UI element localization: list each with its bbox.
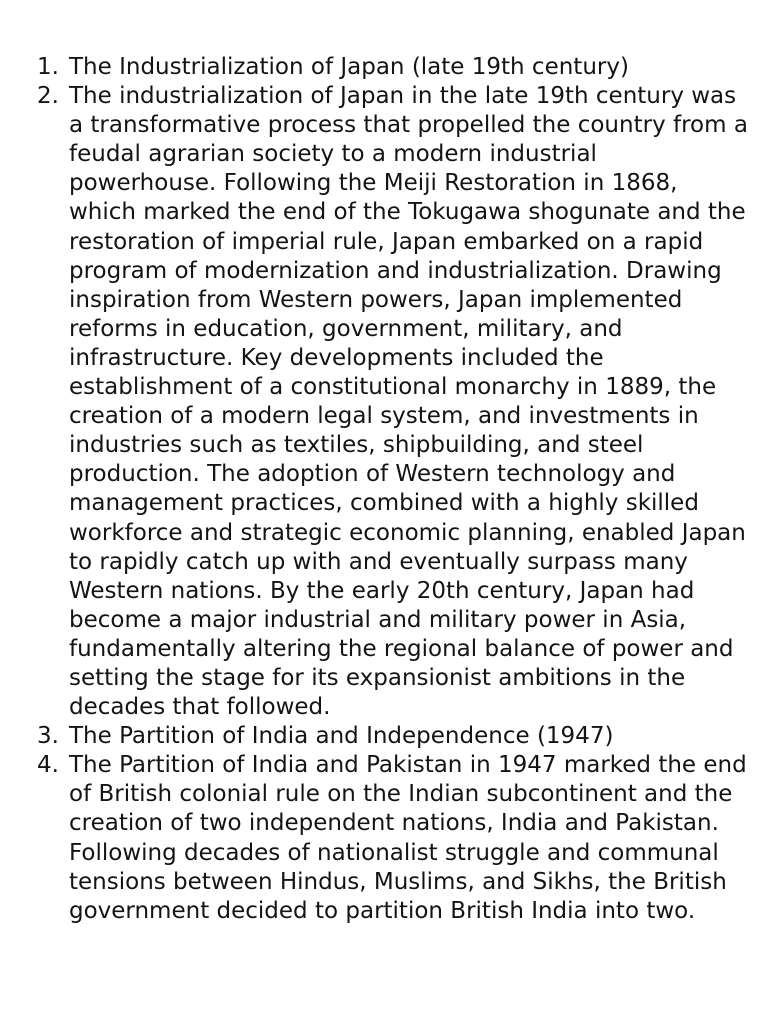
item-paragraph: The Partition of India and Pakistan in 1947 marked the end of British colonial rule on the Indian subcontinent and the creation of two independent nations, India and Pakistan. Following decades of nationalist struggle and communal tensions between Hindus, Muslims, and Sikhs, the British government decided to partition British India into two. bbox=[69, 752, 747, 924]
item-paragraph: The industrialization of Japan in the late 19th century was a transformative process that propelled the country from a feudal agrarian society to a modern industrial powerhouse. Following the Meiji Restoration in 1868, which marked the end of the Tokugawa shogunate and the restoration of imperial rule, Japan embarked on a rapid program of modernization and industrialization. Drawing inspiration from Western powers, Japan implemented reforms in education, government, military, and infrastructure. Key developments included the establishment of a constitutional monarchy in 1889, the creation of a modern legal system, and investments in industries such as textiles, shipbuilding, and steel production. The adoption of Western technology and management practices, combined with a highly skilled workforce and strategic economic planning, enabled Japan to rapidly catch up with and eventually surpass many Western nations. By the early 20th century, Japan had become a major industrial and military power in Asia, fundamentally altering the regional balance of power and setting the stage for its expansionist ambitions in the decades that followed. bbox=[69, 83, 748, 721]
item-number: 4. bbox=[37, 752, 59, 779]
list-item-2 bbox=[0, 82, 768, 722]
list-item-1 bbox=[0, 53, 768, 82]
item-heading: The Industrialization of Japan (late 19th century) bbox=[69, 54, 629, 80]
item-heading: The Partition of India and Independence (1947) bbox=[69, 723, 614, 750]
item-number: 1. bbox=[37, 54, 59, 80]
numbered-list bbox=[0, 53, 768, 926]
document-body bbox=[0, 53, 768, 926]
item-number: 3. bbox=[37, 723, 59, 750]
list-item-4 bbox=[0, 751, 768, 926]
list-item-3 bbox=[0, 722, 768, 751]
item-number: 2. bbox=[37, 83, 59, 110]
